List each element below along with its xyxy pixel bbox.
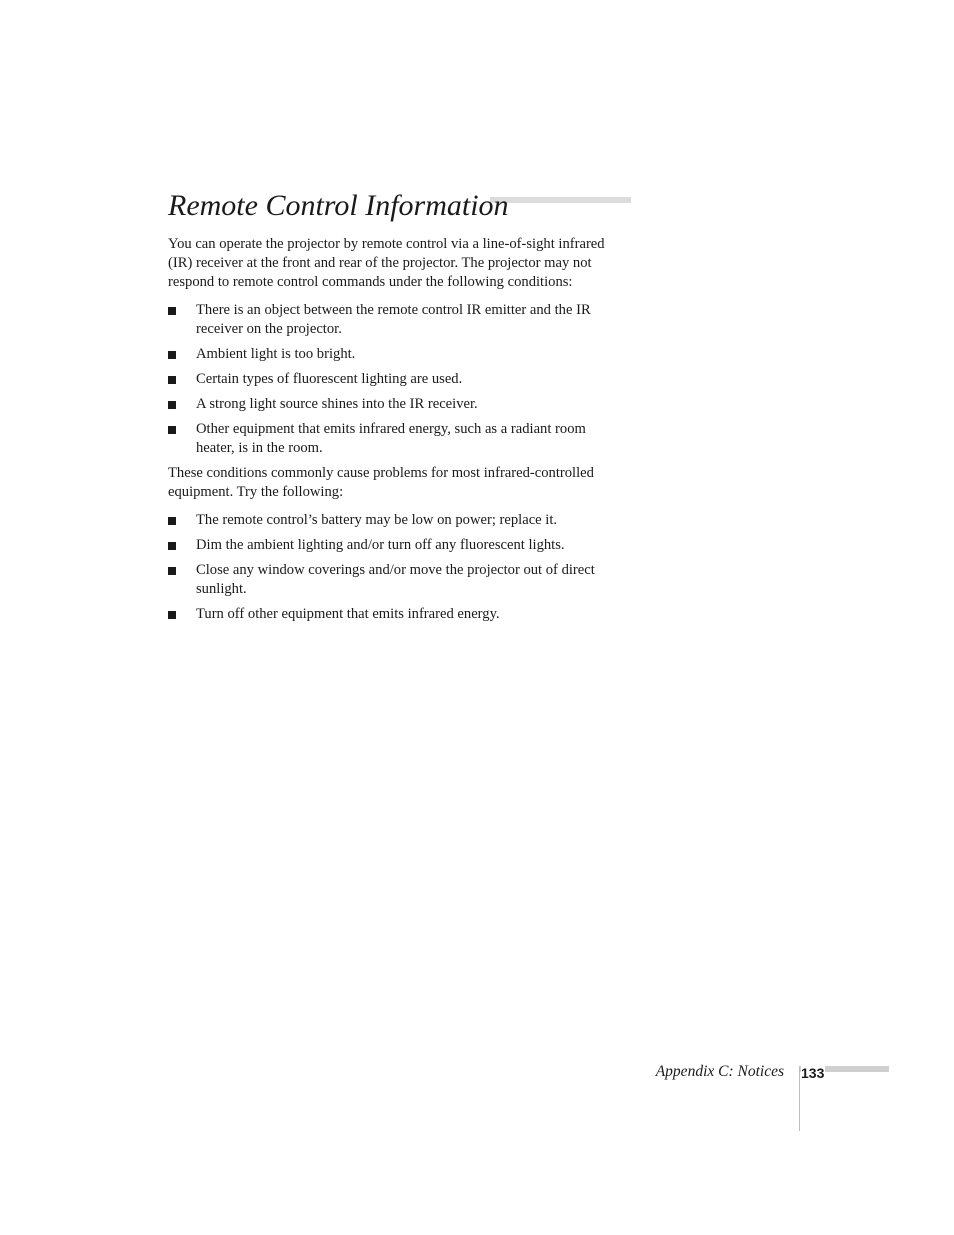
bullet-square-icon bbox=[168, 426, 176, 434]
list-item bbox=[168, 511, 623, 530]
list-item bbox=[168, 301, 623, 339]
list-item-text: The remote control’s battery may be low on power; replace it. bbox=[196, 512, 558, 528]
bullet-square-icon bbox=[168, 611, 176, 619]
list-item bbox=[168, 345, 623, 364]
bullet-square-icon bbox=[168, 401, 176, 409]
bullet-square-icon bbox=[168, 307, 176, 315]
list-item bbox=[168, 605, 623, 624]
remedies-list bbox=[168, 511, 623, 624]
bullet-square-icon bbox=[168, 542, 176, 550]
list-item bbox=[168, 536, 623, 555]
main-content bbox=[168, 235, 623, 630]
page-number: 133 bbox=[801, 1065, 825, 1081]
bullet-square-icon bbox=[168, 376, 176, 384]
list-item-text: Dim the ambient lighting and/or turn off any fluorescent lights. bbox=[196, 537, 565, 553]
list-item-text: Close any window coverings and/or move the projector out of direct sunlight. bbox=[196, 562, 595, 597]
list-item-text: There is an object between the remote control IR emitter and the IR receiver on the projector. bbox=[196, 302, 591, 337]
title-rule bbox=[490, 197, 631, 203]
followup-paragraph: These conditions commonly cause problems for most infrared-controlled equipment. Try the following: bbox=[168, 465, 594, 500]
page-title: Remote Control Information bbox=[168, 189, 509, 222]
conditions-list bbox=[168, 301, 623, 458]
list-item-text: Turn off other equipment that emits infrared energy. bbox=[196, 606, 500, 622]
list-item-text: Other equipment that emits infrared energy, such as a radiant room heater, is in the room. bbox=[196, 421, 586, 456]
intro-paragraph: You can operate the projector by remote control via a line-of-sight infrared (IR) receiver at the front and rear of the projector. The projector may not respond to remote control commands under the following conditions: bbox=[168, 236, 605, 290]
list-item-text: Ambient light is too bright. bbox=[196, 346, 356, 362]
bullet-square-icon bbox=[168, 567, 176, 575]
footer-divider bbox=[799, 1066, 800, 1131]
list-item bbox=[168, 370, 623, 389]
bullet-square-icon bbox=[168, 351, 176, 359]
footer-section-label: Appendix C: Notices bbox=[655, 1063, 784, 1080]
list-item-text: Certain types of fluorescent lighting are used. bbox=[196, 371, 463, 387]
list-item bbox=[168, 420, 623, 458]
list-item bbox=[168, 561, 623, 599]
list-item bbox=[168, 395, 623, 414]
list-item-text: A strong light source shines into the IR receiver. bbox=[196, 396, 478, 412]
bullet-square-icon bbox=[168, 517, 176, 525]
